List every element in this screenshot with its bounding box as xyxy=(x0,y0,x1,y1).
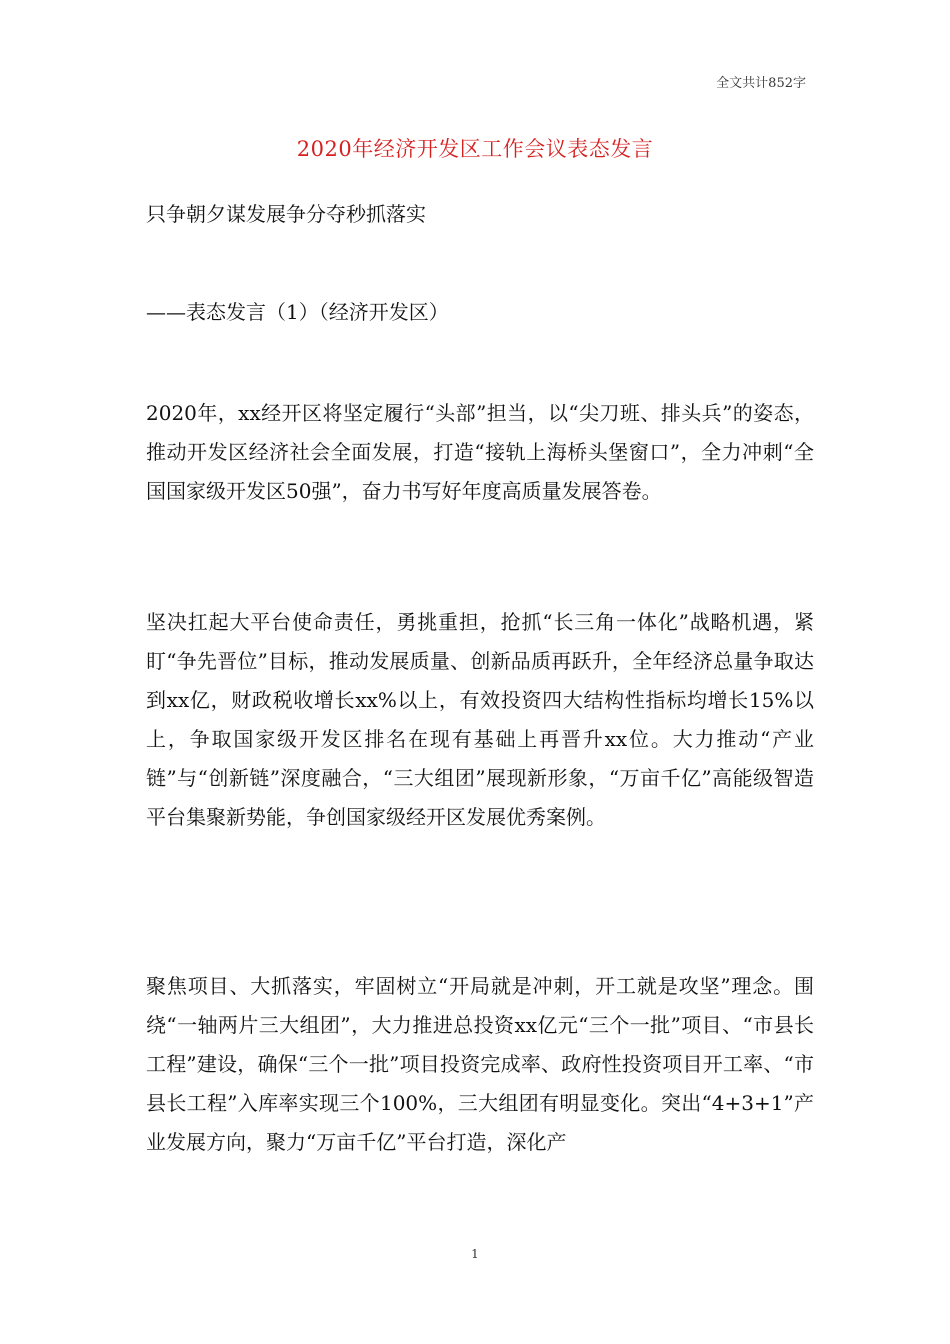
paragraph-1: 2020年，xx经开区将坚定履行“头部”担当，以“尖刀班、排头兵”的姿态，推动开发区经济社会全面发展，打造“接轨上海桥头堡窗口”，全力冲刺“全国国家级开发区50强”，奋力书写好年度高质量发展答卷。 xyxy=(146,401,814,503)
paragraph-2: 坚决扛起大平台使命责任，勇挑重担，抢抓“长三角一体化”战略机遇，紧盯“争先晋位”目标，推动发展质量、创新品质再跃升，全年经济总量争取达到xx亿，财政税收增长xx%以上，有效投资四大结构性指标均增长15%以上，争取国家级开发区排名在现有基础上再晋升xx位。大力推动“产业链”与“创新链”深度融合，“三大组团”展现新形象，“万亩千亿”高能级智造平台集聚新势能，争创国家级经开区发展优秀案例。 xyxy=(146,610,814,829)
page-number: 1 xyxy=(471,1247,479,1261)
paragraph-3: 聚焦项目、大抓落实，牢固树立“开局就是冲刺，开工就是攻坚”理念。围绕“一轴两片三大组团”，大力推进总投资xx亿元“三个一批”项目、“市县长工程”建设，确保“三个一批”项目投资完成率、政府性投资项目开工率、“市县长工程”入库率实现三个100%，三大组团有明显变化。突出“4+3+1”产业发展方向，聚力“万亩千亿”平台打造，深化产 xyxy=(146,974,814,1154)
word-count-label: 全文共计852字 xyxy=(716,76,806,91)
speaker-line: ——表态发言（1）（经济开发区） xyxy=(146,300,449,324)
document-subtitle: 只争朝夕谋发展争分夺秒抓落实 xyxy=(146,202,426,226)
document-title: 2020年经济开发区工作会议表态发言 xyxy=(296,137,654,161)
